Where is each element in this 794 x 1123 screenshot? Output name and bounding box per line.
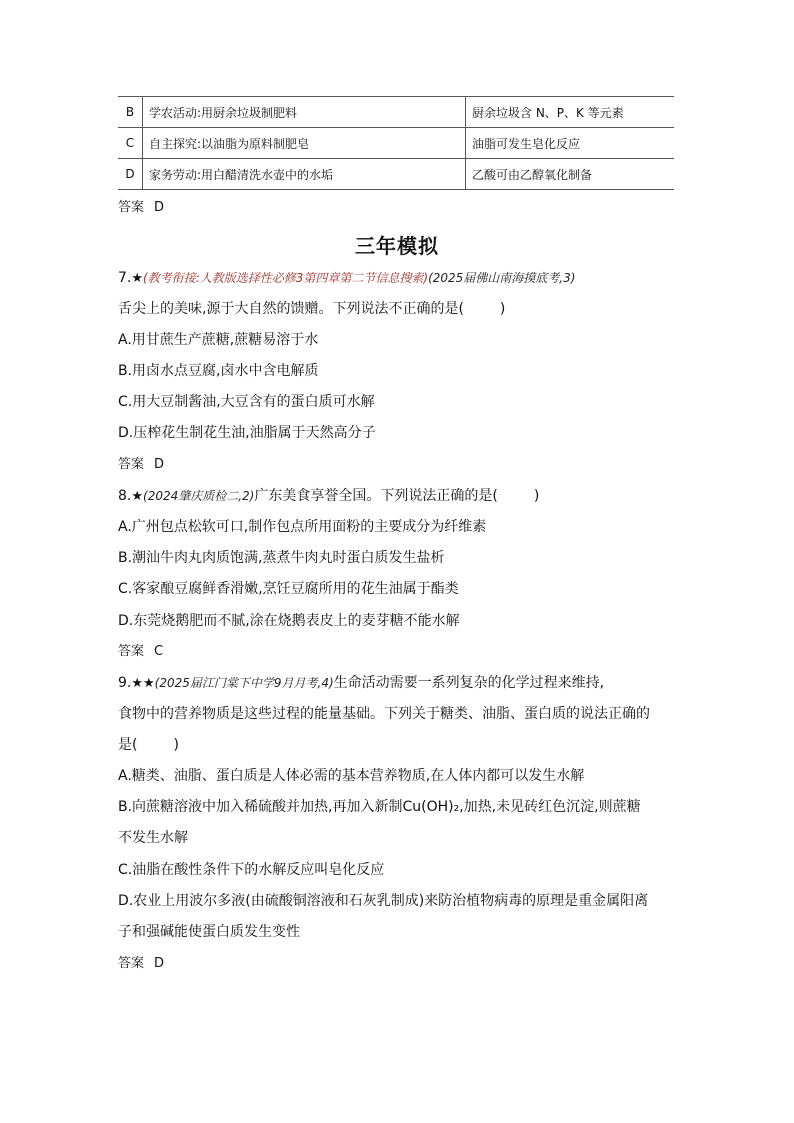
answer-value: D bbox=[154, 956, 165, 971]
q6-answer bbox=[118, 198, 164, 218]
question-stem: 生命活动需要一系列复杂的化学过程来维持, bbox=[333, 675, 605, 691]
q9-stem-line3 bbox=[118, 735, 179, 755]
paren-close: ) bbox=[173, 737, 179, 753]
question-source: (2024肇庆质检二,2) bbox=[143, 489, 255, 503]
q8-option-a: A.广州包点松软可口,制作包点所用面粉的主要成分为纤维素 bbox=[118, 519, 487, 535]
row-knowledge: 乙酸可由乙醇氧化制备 bbox=[466, 159, 675, 190]
q8-stem bbox=[118, 486, 539, 507]
q9-option-b-cont: 不发生水解 bbox=[118, 830, 188, 846]
q7-option-c: C.用大豆制酱油,大豆含有的蛋白质可水解 bbox=[118, 394, 375, 410]
difficulty-stars: ★★ bbox=[131, 676, 155, 691]
row-activity: 家务劳动:用白醋清洗水壶中的水垢 bbox=[143, 159, 466, 190]
question-number: 8. bbox=[118, 488, 132, 504]
question-stem: 舌尖上的美味,源于大自然的馈赠。下列说法不正确的是( bbox=[118, 301, 464, 317]
q9-option-d: D.农业上用波尔多液(由硫酸铜溶液和石灰乳制成)来防治植物病毒的原理是重金属阳离 bbox=[118, 893, 649, 909]
q9-option-d-cont: 子和强碱能使蛋白质发生变性 bbox=[118, 924, 300, 940]
row-knowledge: 厨余垃圾含 N、P、K 等元素 bbox=[466, 97, 675, 128]
answer-value: D bbox=[154, 200, 165, 215]
q9-option-b: B.向蔗糖溶液中加入稀硫酸并加热,再加入新制Cu(OH)₂,加热,未见砖红色沉淀,则蔗糖 bbox=[118, 799, 641, 815]
q8-option-d: D.东莞烧鹅肥而不腻,涂在烧鹅表皮上的麦芽糖不能水解 bbox=[118, 613, 460, 629]
table-row bbox=[118, 159, 674, 190]
question-source: (2025届佛山南海摸底考,3) bbox=[428, 271, 576, 285]
q9-stem-line2: 食物中的营养物质是这些过程的能量基础。下列关于糖类、油脂、蛋白质的说法正确的 bbox=[118, 706, 650, 722]
row-knowledge: 油脂可发生皂化反应 bbox=[466, 128, 675, 159]
q8-answer bbox=[118, 642, 163, 662]
answer-label: 答案 bbox=[118, 200, 145, 215]
question-number: 7. bbox=[118, 270, 132, 286]
q7-option-a: A.用甘蔗生产蔗糖,蔗糖易溶于水 bbox=[118, 332, 319, 348]
q8-option-c: C.客家酿豆腐鲜香滑嫩,烹饪豆腐所用的花生油属于酯类 bbox=[118, 581, 459, 597]
question-stem: 广东美食享誉全国。下列说法正确的是( bbox=[254, 488, 498, 504]
row-letter: D bbox=[118, 159, 143, 190]
difficulty-stars: ★ bbox=[131, 271, 144, 286]
q7-answer bbox=[118, 455, 164, 475]
row-activity: 自主探究:以油脂为原料制肥皂 bbox=[143, 128, 466, 159]
q7-option-b: B.用卤水点豆腐,卤水中含电解质 bbox=[118, 363, 319, 379]
answer-value: D bbox=[154, 457, 165, 472]
section-title: 三年模拟 bbox=[355, 234, 439, 258]
difficulty-stars: ★ bbox=[131, 489, 144, 504]
q9-option-a: A.糖类、油脂、蛋白质是人体必需的基本营养物质,在人体内都可以发生水解 bbox=[118, 768, 585, 784]
link-note: (教考衔接:人教版选择性必修3第四章第二节信息搜索) bbox=[143, 271, 429, 285]
paren-close: ) bbox=[533, 488, 540, 504]
question-source: (2025届江门棠下中学9月月考,4) bbox=[154, 676, 334, 690]
paren-close: ) bbox=[499, 301, 506, 317]
answer-value: C bbox=[154, 644, 164, 659]
row-letter: C bbox=[118, 128, 143, 159]
q9-answer bbox=[118, 954, 164, 974]
answer-label: 答案 bbox=[118, 644, 145, 659]
q9-option-c: C.油脂在酸性条件下的水解反应叫皂化反应 bbox=[118, 862, 385, 878]
answer-label: 答案 bbox=[118, 457, 145, 472]
q7-stem-line1 bbox=[118, 268, 575, 289]
table-row bbox=[118, 97, 674, 128]
q7-option-d: D.压榨花生制花生油,油脂属于天然高分子 bbox=[118, 425, 376, 441]
q7-stem-line2 bbox=[118, 299, 505, 319]
options-table bbox=[118, 96, 674, 190]
question-stem: 是( bbox=[118, 737, 138, 753]
row-letter: B bbox=[118, 97, 143, 128]
question-number: 9. bbox=[118, 675, 132, 691]
answer-label: 答案 bbox=[118, 956, 145, 971]
table-row bbox=[118, 128, 674, 159]
row-activity: 学农活动:用厨余垃圾制肥料 bbox=[143, 97, 466, 128]
q8-option-b: B.潮汕牛肉丸肉质饱满,蒸煮牛肉丸时蛋白质发生盐析 bbox=[118, 550, 445, 566]
q9-stem-line1 bbox=[118, 673, 604, 694]
